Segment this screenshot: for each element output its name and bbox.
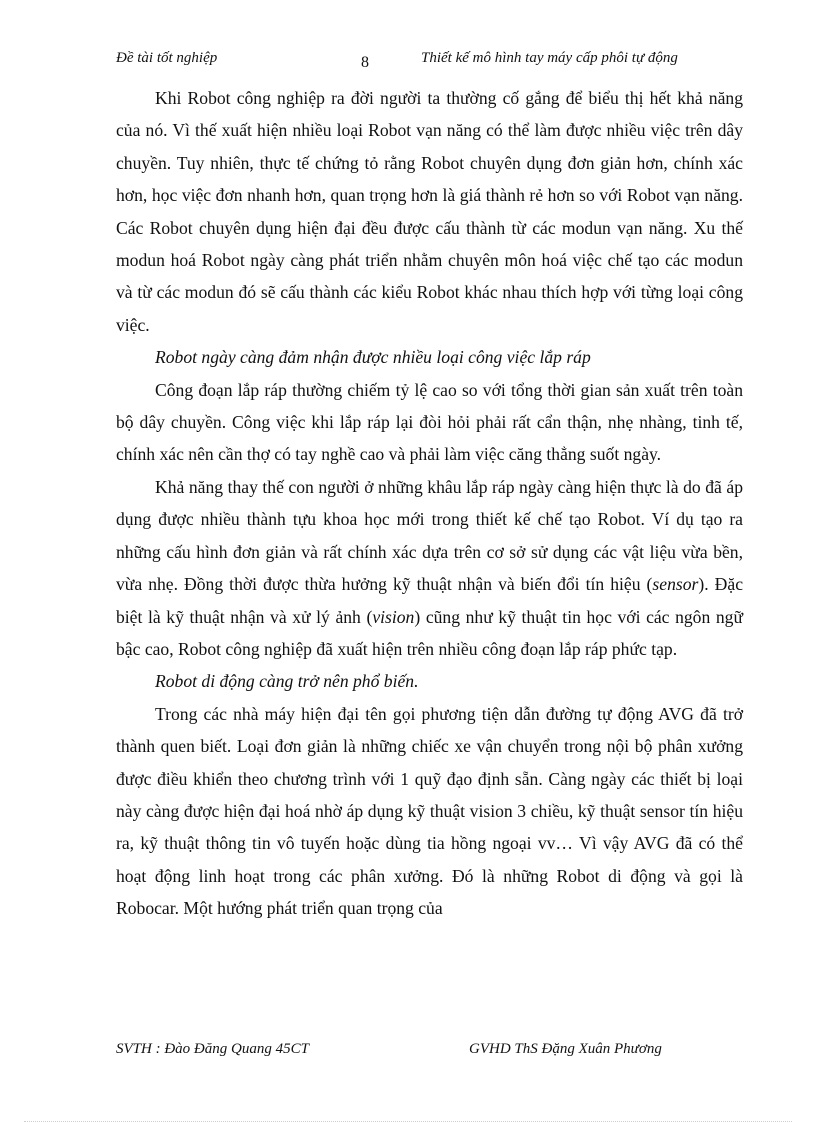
header-thesis-title: Thiết kế mô hình tay máy cấp phôi tự động: [421, 50, 678, 66]
paragraph-3-part-b: ). Đặc biệt là kỹ thuật nhận và xử lý ảnh (: [116, 574, 744, 627]
paragraph-3-part-c: ) cũng như kỹ thuật tin học với các ngôn ngữ bậc cao, Robot công nghiệp đã xuất hiện trên nhiều công đoạn lắp ráp phức tạp.: [116, 606, 744, 659]
section-heading-assembly: Robot ngày càng đảm nhận được nhiều loại công việc lắp ráp: [155, 347, 591, 368]
footer-supervisor: GVHD ThS Đặng Xuân Phương: [469, 1041, 662, 1057]
paragraph-4: Trong các nhà máy hiện đại tên gọi phương tiện dẫn đường tự động AVG đã trở thành quen biết. Loại đơn giản là những chiếc xe vận chuyển trong nội bộ phân xưởng được điều khiển theo chương trình với 1 quỹ đạo định sẵn. Càng ngày các thiết bị loại này càng được hiện đại hoá nhờ áp dụng kỹ thuật vision 3 chiều, kỹ thuật sensor tín hiệu ra, kỹ thuật thông tin vô tuyến hoặc dùng tia hồng ngoại vv… Vì vậy AVG đã có thể hoạt động linh hoạt trong các phân xưởng. Đó là những Robot di động và gọi là Robocar. Một hướng phát triển quan trọng của: [116, 703, 743, 919]
paragraph-3: [116, 471, 743, 665]
footer-student: SVTH : Đào Đăng Quang 45CT: [116, 1041, 309, 1057]
page-bottom-edge: [24, 1121, 792, 1122]
page-number: 8: [361, 54, 369, 71]
paragraph-3-part-a: Khả năng thay thế con người ở những khâu lắp ráp ngày càng hiện thực là do đã áp dụng được nhiều thành tựu khoa học mới trong thiết kế chế tạo Robot. Ví dụ tạo ra những cấu hình đơn giản và rất chính xác dựa trên cơ sở sử dụng các vật liệu vừa bền, vừa nhẹ. Đồng thời được thừa hưởng kỹ thuật nhận và biến đổi tín hiệu (: [116, 476, 743, 595]
term-vision: vision: [372, 606, 415, 627]
paragraph-2: Công đoạn lắp ráp thường chiếm tỷ lệ cao so với tổng thời gian sản xuất trên toàn bộ dây chuyền. Công việc khi lắp ráp lại đòi hỏi phải rất cẩn thận, nhẹ nhàng, tinh tế, chính xác nên cần thợ có tay nghề cao và phải làm việc căng thẳng suốt ngày.: [116, 379, 743, 465]
term-sensor: sensor: [652, 574, 699, 595]
section-heading-mobile-robot: Robot di động càng trở nên phổ biến.: [155, 671, 419, 692]
page-header: [0, 50, 816, 80]
header-thesis-label: Đề tài tốt nghiệp: [116, 50, 218, 66]
page-body: [116, 82, 743, 925]
paragraph-1: Khi Robot công nghiệp ra đời người ta thường cố gắng để biểu thị hết khả năng của nó. Vì thế xuất hiện nhiều loại Robot vạn năng có thể làm được nhiều việc trên dây chuyền. Tuy nhiên, thực tế chứng tỏ rằng Robot chuyên dụng đơn giản hơn, chính xác hơn, học việc đơn nhanh hơn, quan trọng hơn là giá thành rẻ hơn so với Robot vạn năng. Các Robot chuyên dụng hiện đại đều được cấu thành từ các modun vạn năng. Xu thế modun hoá Robot ngày càng phát triển nhằm chuyên môn hoá việc chế tạo các modun và từ các modun đó sẽ cấu thành các kiểu Robot khác nhau thích hợp với từng loại công việc.: [116, 88, 743, 335]
